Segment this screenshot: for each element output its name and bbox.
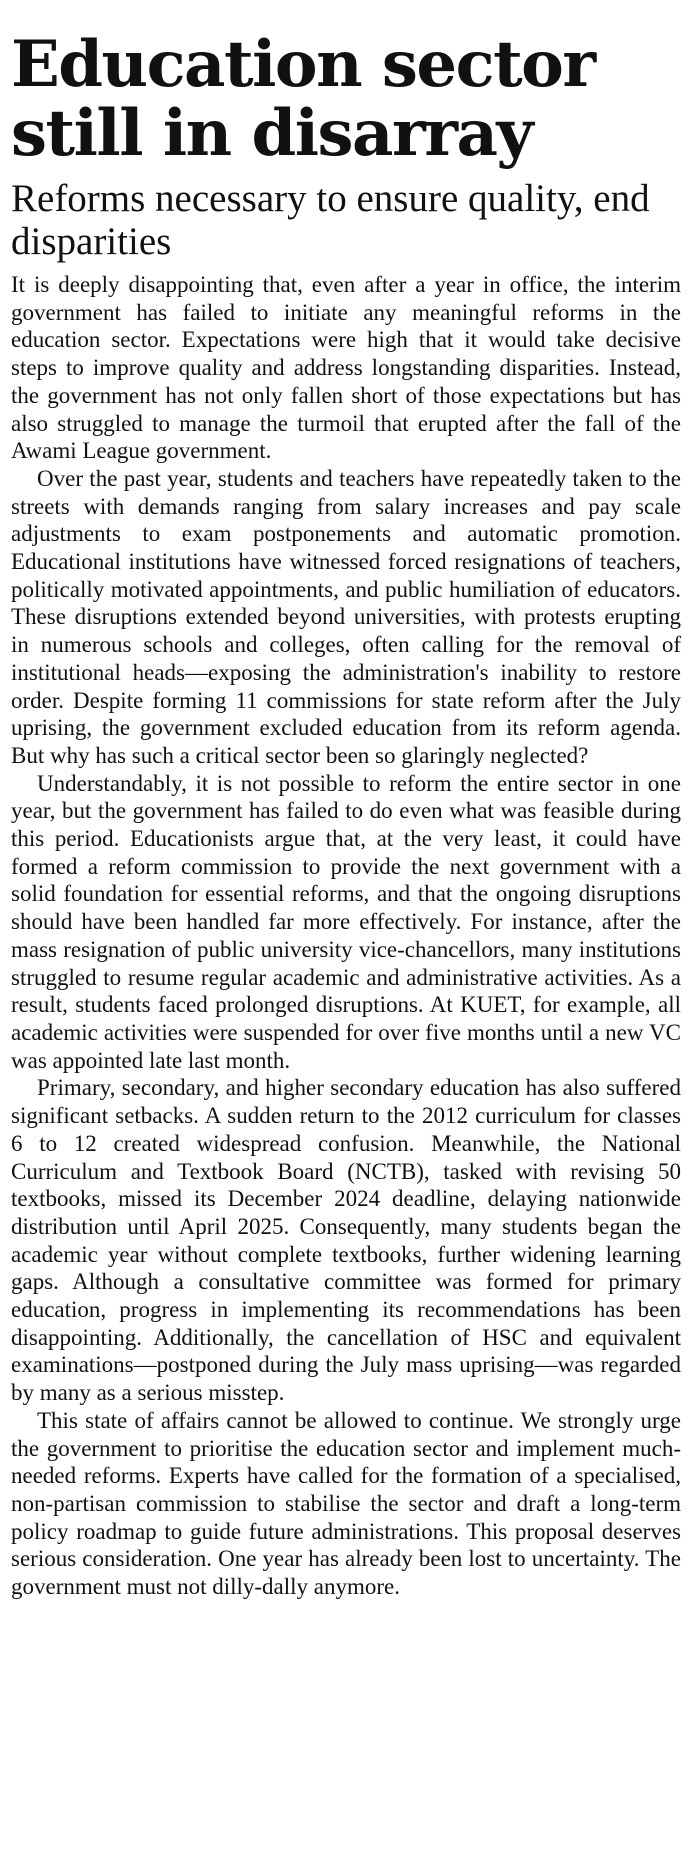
- editorial-article: [11, 27, 681, 1601]
- paragraph-3: Understandably, it is not possible to reform the entire sector in one year, but the government has failed to do even what was feasible during this period. Educationists argue that, at the very least, it could have formed a reform commission to provide the next government with a solid foundation for essential reforms, and that the ongoing disruptions should have been handled far more effectively. For instance, after the mass resignation of public university vice-chancellors, many institutions struggled to resume regular academic and administrative activities. As a result, students faced prolonged disruptions. At KUET, for example, all academic activities were suspended for over five months until a new VC was appointed late last month.: [11, 770, 681, 1073]
- subheadline: Reforms necessary to ensure quality, end disparities: [11, 177, 650, 263]
- paragraph-1: It is deeply disappointing that, even after a year in office, the interim government has failed to initiate any meaningful reforms in the education sector. Expectations were high that it would take decisive steps to improve quality and address longstanding disparities. Instead, the government has not only fallen short of those expectations but has also struggled to manage the turmoil that erupted after the fall of the Awami League government.: [11, 272, 681, 464]
- headline: Education sector still in disarray: [11, 27, 595, 171]
- article-body: [11, 271, 681, 1601]
- paragraph-2: Over the past year, students and teachers have repeatedly taken to the streets with demands ranging from salary increases and pay scale adjustments to exam postponements and automatic promotion. Educational institutions have witnessed forced resignations of teachers, politically motivated appointments, and public humiliation of educators. These disruptions extended beyond universities, with protests erupting in numerous schools and colleges, often calling for the removal of institutional heads—exposing the administration's inability to restore order. Despite forming 11 commissions for state reform after the July uprising, the government excluded education from its reform agenda. But why has such a critical sector been so glaringly neglected?: [11, 465, 681, 768]
- paragraph-4: Primary, secondary, and higher secondary education has also suffered significant setbacks. A sudden return to the 2012 curriculum for classes 6 to 12 created widespread confusion. Meanwhile, the National Curriculum and Textbook Board (NCTB), tasked with revising 50 textbooks, missed its December 2024 deadline, delaying nationwide distribution until April 2025. Consequently, many students began the academic year without complete textbooks, further widening learning gaps. Although a consultative committee was formed for primary education, progress in implementing its recommendations has been disappointing. Additionally, the cancellation of HSC and equivalent examinations—postponed during the July mass uprising—was regarded by many as a serious misstep.: [11, 1075, 681, 1406]
- paragraph-5: This state of affairs cannot be allowed to continue. We strongly urge the government to prioritise the education sector and implement much-needed reforms. Experts have called for the formation of a specialised, non-partisan commission to stabilise the sector and draft a long-term policy roadmap to guide future administrations. This proposal deserves serious consideration. One year has already been lost to uncertainty. The government must not dilly-dally anymore.: [11, 1407, 681, 1600]
